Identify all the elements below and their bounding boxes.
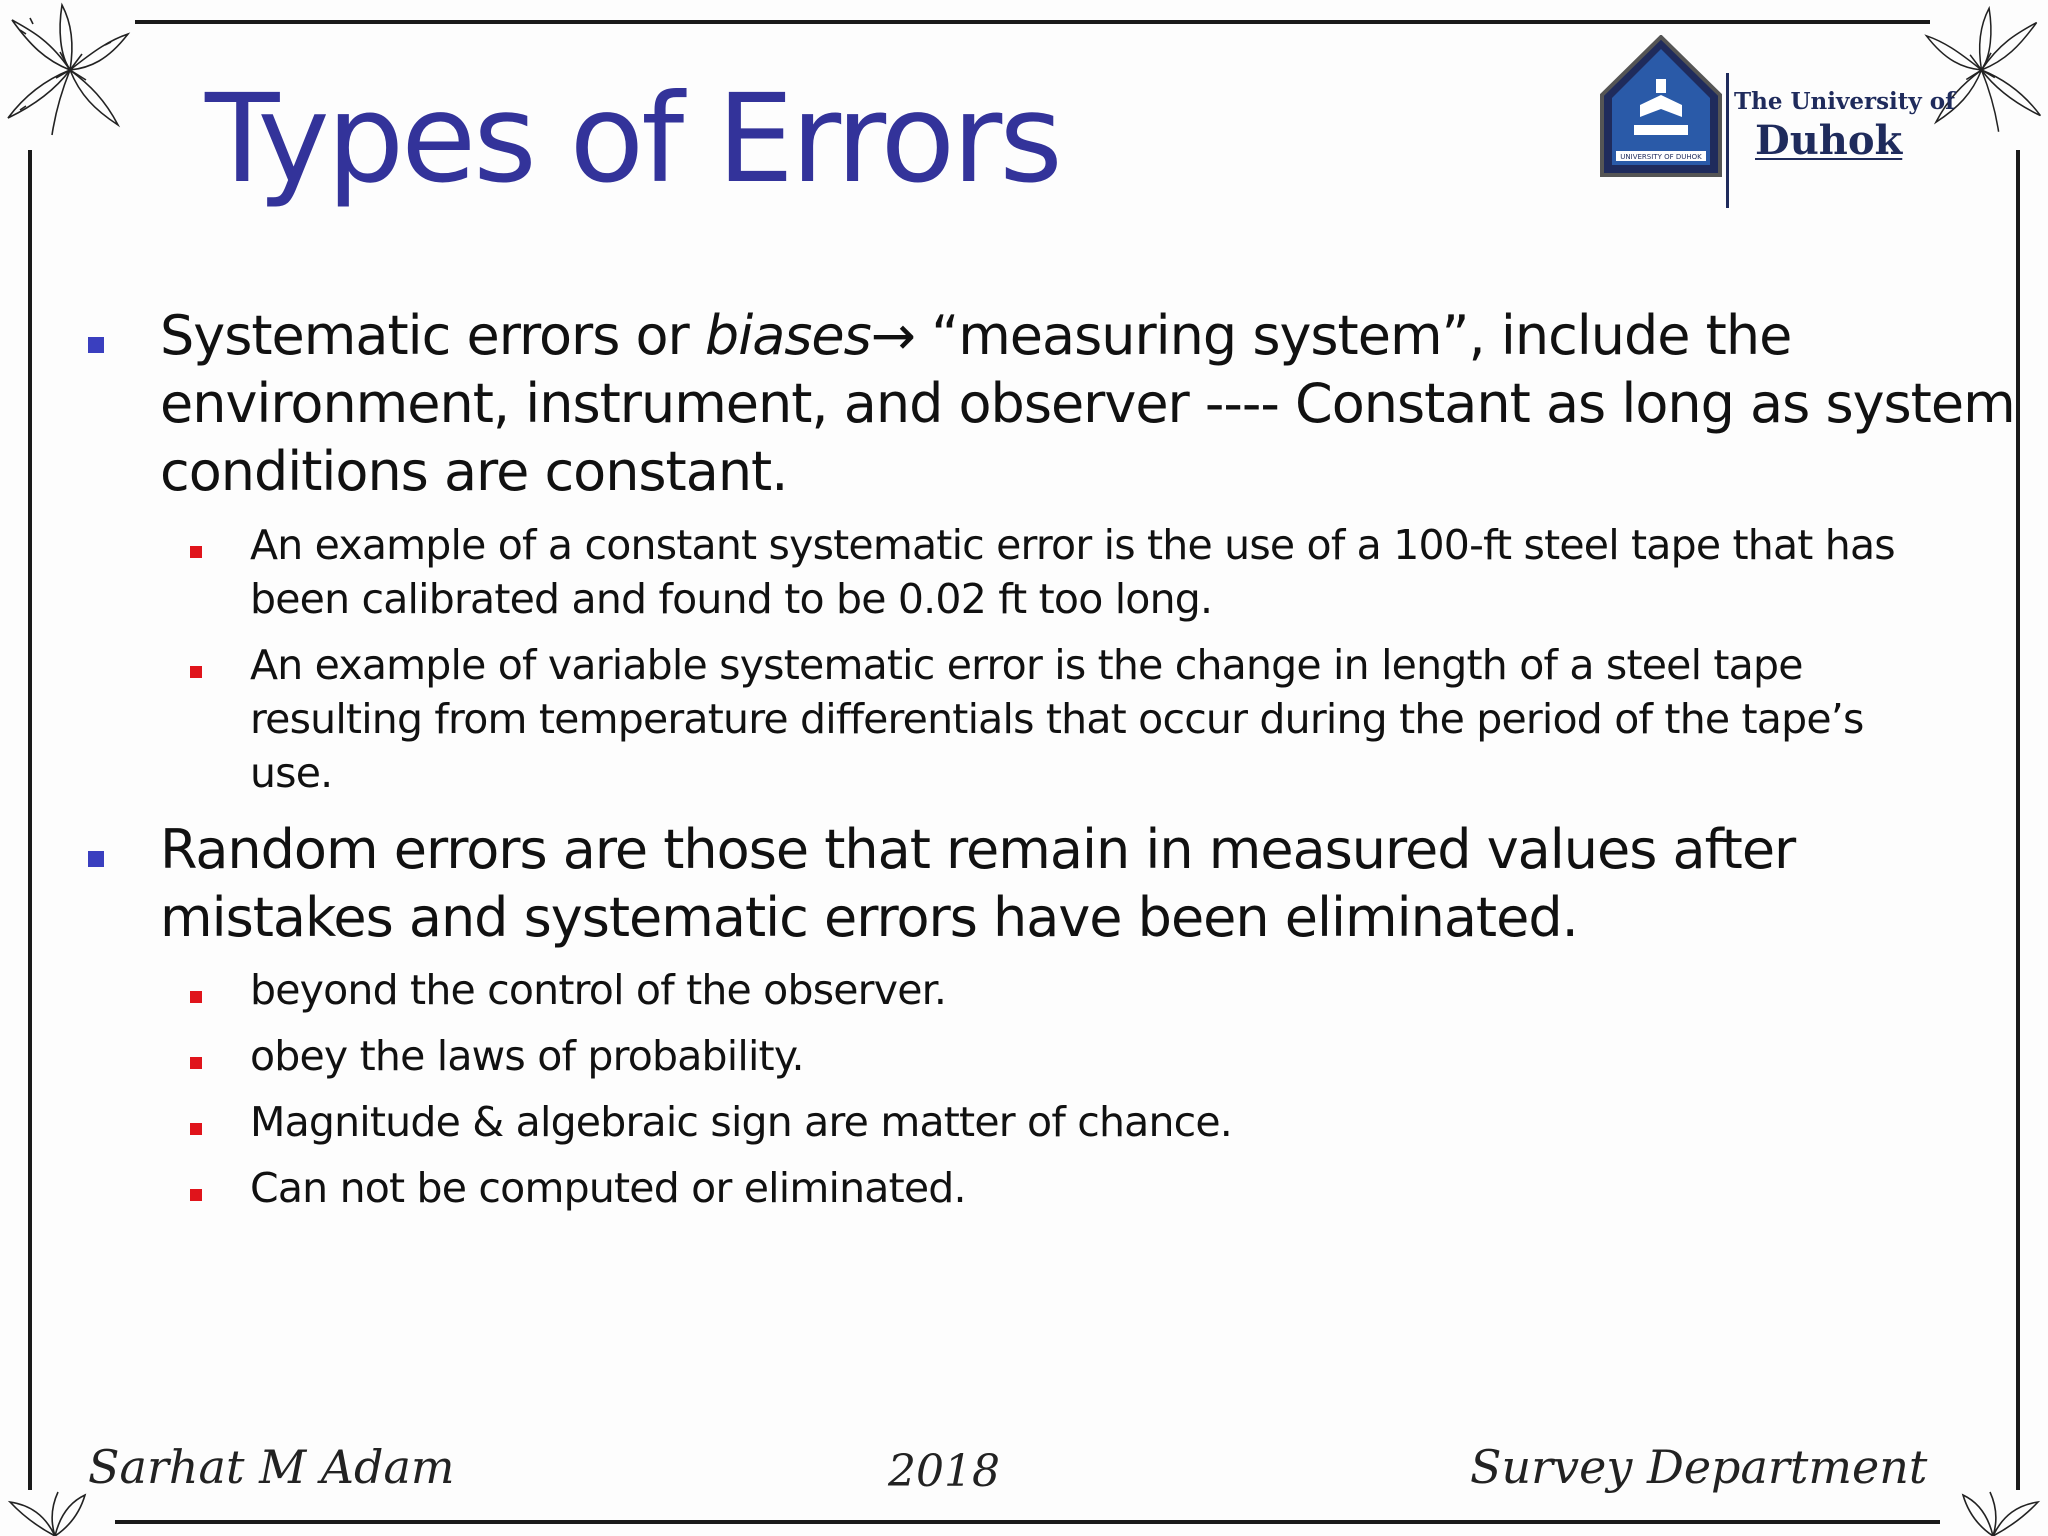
subbullet-line: been calibrated and found to be 0.02 ft too long. xyxy=(250,575,1213,623)
subbullet-marker-icon xyxy=(190,991,202,1003)
subbullet-not-computed xyxy=(250,1161,966,1215)
bullet-random-errors xyxy=(160,816,1795,952)
lily-flower-icon xyxy=(1938,1490,2048,1536)
subbullet-variable-example xyxy=(250,638,1864,800)
subbullet-line: resulting from temperature differentials that occur during the period of the tape’s xyxy=(250,695,1864,743)
subbullet-probability xyxy=(250,1029,804,1083)
subbullet-line: use. xyxy=(250,749,333,797)
lily-flower-icon xyxy=(0,1490,110,1536)
subbullet-marker-icon xyxy=(190,1189,202,1201)
subbullet-marker-icon xyxy=(190,546,202,558)
slide-title: Types of Errors xyxy=(205,68,1060,210)
university-seal-icon xyxy=(1600,35,1722,185)
bullet-line: mistakes and systematic errors have been eliminated. xyxy=(160,886,1578,949)
frame-top-line xyxy=(135,20,1930,24)
bullet-marker-icon xyxy=(88,337,104,353)
bullet-marker-icon xyxy=(88,851,104,867)
footer-year: 2018 xyxy=(888,1446,1000,1497)
footer-author: Sarhat M Adam xyxy=(88,1440,455,1494)
bullet-systematic-errors xyxy=(160,302,2015,506)
subbullet-marker-icon xyxy=(190,1057,202,1069)
subbullet-line: obey the laws of probability. xyxy=(250,1032,804,1080)
bullet-line: Random errors are those that remain in measured values after xyxy=(160,818,1796,881)
frame-left-line xyxy=(28,150,32,1490)
subbullet-line: Can not be computed or eliminated. xyxy=(250,1164,966,1212)
university-logo xyxy=(1600,35,1956,185)
logo-divider xyxy=(1726,73,1729,208)
subbullet-magnitude xyxy=(250,1095,1232,1149)
bullet-line: conditions are constant. xyxy=(160,440,788,503)
lily-flower-icon xyxy=(0,0,140,140)
logo-university-label: The University of xyxy=(1734,88,1956,115)
frame-right-line xyxy=(2016,150,2020,1490)
bullet-line: environment, instrument, and observer ---- Constant as long as system xyxy=(160,372,2015,435)
subbullet-line: An example of variable systematic error is the change in length of a steel tape xyxy=(250,641,1803,689)
frame-bottom-line xyxy=(115,1520,1940,1524)
bullet-line: Systematic errors or biases→ “measuring system”, include the xyxy=(160,304,1792,367)
svg-text:UNIVERSITY OF DUHOK: UNIVERSITY OF DUHOK xyxy=(1620,153,1702,161)
subbullet-marker-icon xyxy=(190,666,202,678)
subbullet-constant-example xyxy=(250,518,1895,626)
logo-university-name: Duhok xyxy=(1755,117,1903,164)
subbullet-marker-icon xyxy=(190,1123,202,1135)
subbullet-line: An example of a constant systematic error is the use of a 100-ft steel tape that has xyxy=(250,521,1895,569)
subbullet-line: Magnitude & algebraic sign are matter of chance. xyxy=(250,1098,1233,1146)
subbullet-line: beyond the control of the observer. xyxy=(250,966,947,1014)
footer-department: Survey Department xyxy=(1470,1440,1928,1494)
subbullet-beyond-control xyxy=(250,963,946,1017)
